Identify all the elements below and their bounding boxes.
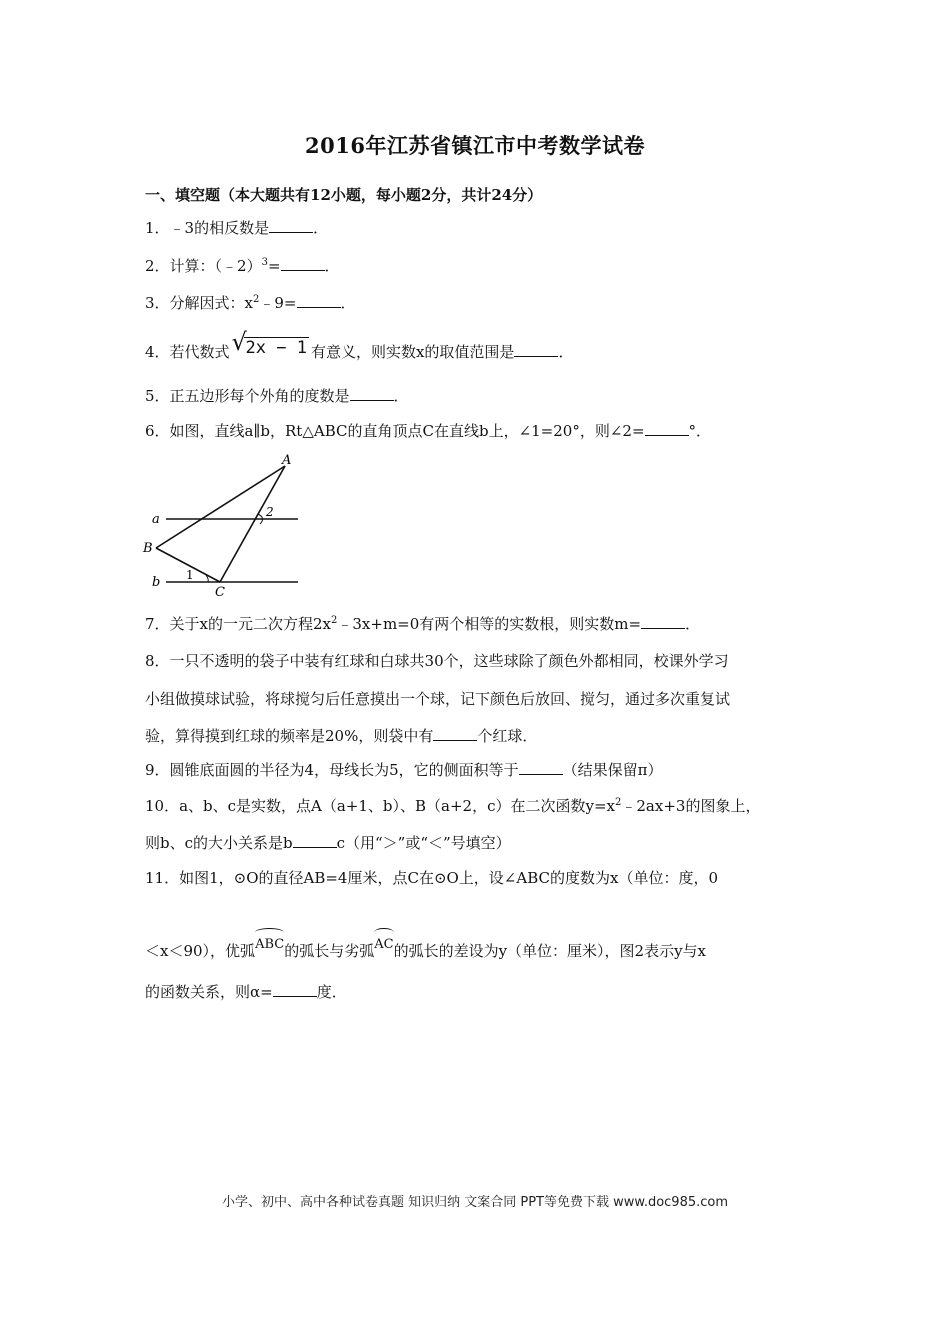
question-10-line-2: 则b、c的大小关系是b c（用“＞”或“＜”号填空）: [145, 834, 511, 852]
minor-arc-label: AC: [374, 928, 393, 955]
question-11-line-1: 11．如图1，⊙O的直径AB=4厘米，点C在⊙O上，设∠ABC的度数为x（单位：度，0: [145, 869, 718, 887]
label-angle-2: 2: [266, 505, 274, 519]
answer-blank: [645, 421, 689, 436]
answer-blank: [350, 386, 394, 401]
section-header: 一、填空题（本大题共有12小题，每小题2分，共计24分）: [145, 186, 543, 204]
label-B: B: [143, 541, 153, 556]
answer-blank: [433, 726, 477, 741]
question-11-line-2: ＜x＜90），优弧ABC的弧长与劣弧AC的弧长的差设为y（单位：厘米），图2表示y与x: [145, 928, 706, 961]
answer-blank: [514, 342, 558, 357]
label-C: C: [215, 585, 225, 596]
square-root-expression: √ 2x − 1: [231, 328, 307, 358]
question-8-line-3: 验，算得摸到红球的频率是20%，则袋中有 个红球．: [145, 727, 538, 745]
question-2: 2．计算：（﹣2）$^3$= ．: [145, 257, 340, 275]
question-10-line-1: 10．a、b、c是实数，点A（a+1、b）、B（a+2，c）在二次函数$y=x^2﹣2ax+3$的图象上，: [145, 797, 761, 815]
label-A: A: [282, 453, 292, 468]
side-AC: [220, 466, 285, 582]
question-5: 5．正五边形每个外角的度数是 ．: [145, 387, 409, 405]
answer-blank: [273, 982, 317, 997]
question-3: 3．分解因式：$x^2﹣9=$ ．: [145, 294, 356, 312]
major-arc-label: ABC: [255, 928, 284, 955]
answer-blank: [293, 833, 337, 848]
page-footer: 小学、初中、高中各种试卷真题 知识归纳 文案合同 PPT等免费下载 www.doc985.com: [221, 1195, 729, 1210]
label-line-a: a: [152, 512, 160, 527]
answer-blank: [281, 256, 325, 271]
label-angle-1: 1: [186, 568, 194, 582]
answer-blank: [641, 614, 685, 629]
geometry-figure: [142, 452, 302, 596]
label-line-b: b: [152, 575, 161, 590]
question-8-line-2: 小组做摸球试验，将球搅匀后任意摸出一个球，记下颜色后放回、搅匀，通过多次重复试: [145, 690, 731, 708]
question-9: 9．圆锥底面圆的半径为4，母线长为5，它的侧面积等于 （结果保留π）: [145, 761, 663, 779]
answer-blank: [519, 760, 563, 775]
question-7: 7．关于x的一元二次方程$2x^2﹣3x+m=0$有两个相等的实数根，则实数m= ．: [145, 615, 701, 633]
question-4: 4．若代数式 √ 2x − 1 有意义，则实数x的取值范围是 ．: [145, 328, 574, 361]
answer-blank: [297, 293, 341, 308]
question-1: 1．﹣3的相反数是 ．: [145, 219, 329, 237]
question-8-line-1: 8．一只不透明的袋子中装有红球和白球共30个，这些球除了颜色外都相同，校课外学习: [145, 652, 729, 670]
question-11-line-3: 的函数关系，则α= 度．: [145, 983, 347, 1001]
question-6: 6．如图，直线a∥b，Rt△ABC的直角顶点C在直线b上，∠1=20°，则∠2= °．: [145, 422, 712, 440]
page-title: 2016年江苏省镇江市中考数学试卷: [305, 133, 645, 158]
answer-blank: [269, 218, 313, 233]
